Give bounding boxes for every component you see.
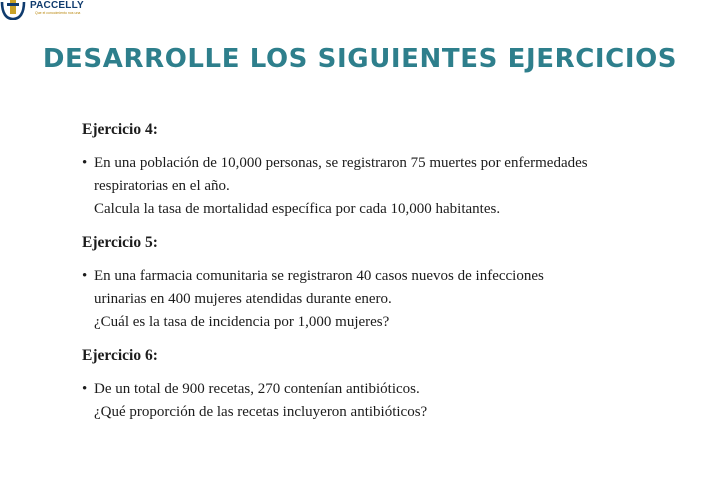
bullet: • (82, 381, 88, 397)
exercise-4-line-1: En una población de 10,000 personas, se registraron 75 muertes por enfermedades (94, 155, 588, 171)
exercise-6-body (82, 378, 682, 424)
bullet: • (82, 155, 88, 171)
logo-tagline: Que el conocimiento nos una (35, 11, 81, 15)
exercise-5-body (82, 265, 682, 334)
exercise-6-line-1: De un total de 900 recetas, 270 contenían antibióticos. (94, 381, 420, 397)
exercise-4-line-3: Calcula la tasa de mortalidad específica por cada 10,000 habitantes. (94, 201, 501, 217)
page-title: DESARROLLE LOS SIGUIENTES EJERCICIOS (42, 44, 678, 74)
exercise-list (82, 118, 682, 424)
logo (0, 0, 84, 20)
exercise-5-line-2: urinarias en 400 mujeres atendidas durante enero. (94, 291, 392, 307)
exercise-5-heading: Ejercicio 5: (82, 234, 158, 251)
bullet: • (82, 268, 88, 284)
exercise-4-heading: Ejercicio 4: (82, 121, 158, 138)
exercise-5-line-1: En una farmacia comunitaria se registraron 40 casos nuevos de infecciones (94, 268, 544, 284)
paccelly-logo-icon (0, 0, 26, 20)
logo-name: PACCELLY (30, 0, 84, 11)
exercise-4-line-2: respiratorias en el año. (94, 178, 230, 194)
exercise-6-line-2: ¿Qué proporción de las recetas incluyeron antibióticos? (94, 404, 428, 420)
exercise-5-line-3: ¿Cuál es la tasa de incidencia por 1,000 mujeres? (94, 314, 390, 330)
exercise-4-body (82, 152, 682, 221)
exercise-6-heading: Ejercicio 6: (82, 347, 158, 364)
